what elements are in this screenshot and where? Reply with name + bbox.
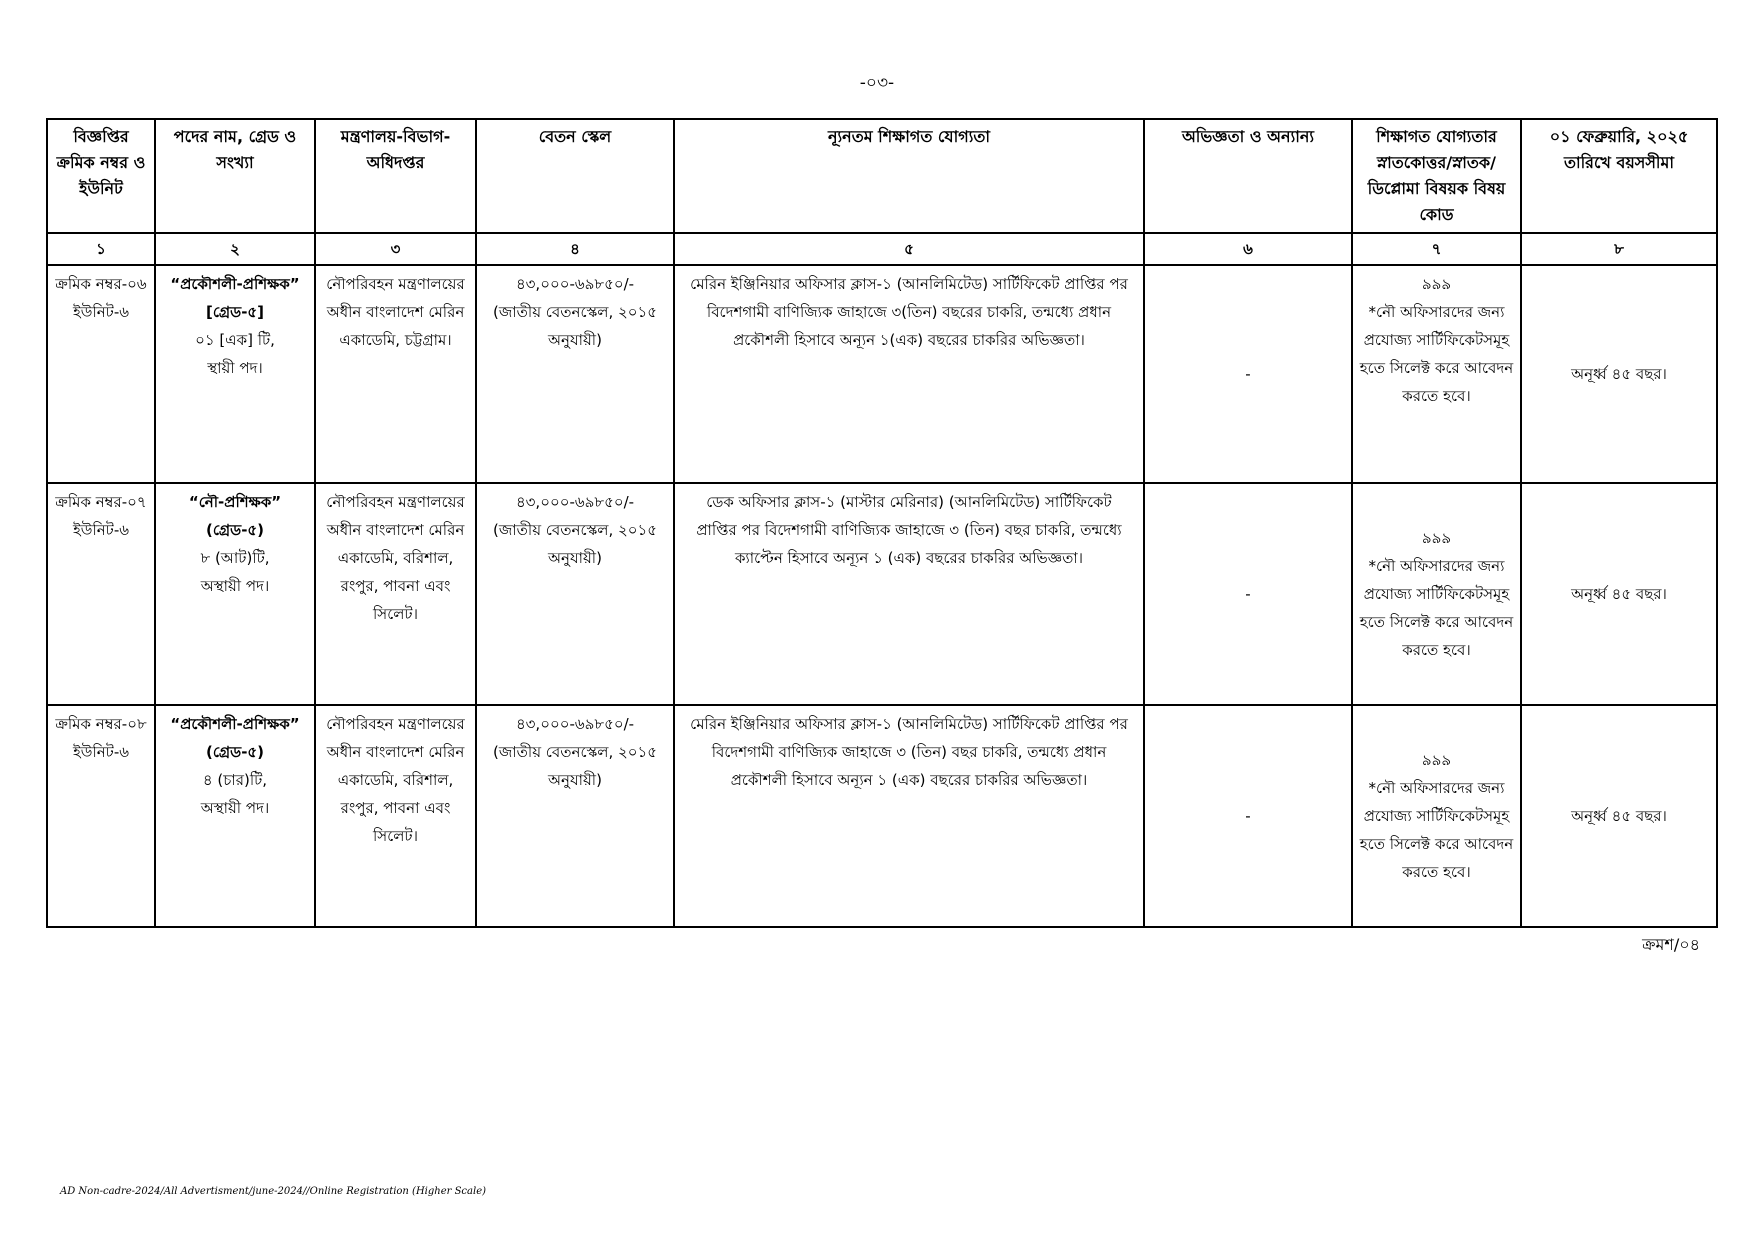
column-number: ৭ [1352, 233, 1521, 265]
pay-scale-cell [476, 483, 674, 705]
experience-cell: - [1144, 705, 1352, 927]
continued-note: ক্রমশ/০৪ [1642, 935, 1700, 954]
table-row [47, 265, 1717, 483]
footer-reference: AD Non-cadre-2024/All Advertisment/june-2024//Online Registration (Higher Scale) [60, 1186, 487, 1197]
subject-code: ৯৯৯ [1421, 529, 1452, 547]
pay-scale: ৪৩,০০০-৬৯৮৫০/- [515, 715, 635, 733]
pay-scale-cell [476, 705, 674, 927]
ministry-cell: নৌপরিবহন মন্ত্রণালয়ের অধীন বাংলাদেশ মেরিন একাডেমি, বরিশাল, রংপুর, পাবনা এবং সিলেট। [315, 483, 476, 705]
column-number: ৮ [1521, 233, 1717, 265]
header-subject-code: শিক্ষাগত যোগ্যতার স্নাতকোত্তর/স্নাতক/ ডিপ্লোমা বিষয়ক বিষয় কোড [1352, 119, 1521, 233]
qualification-cell: মেরিন ইঞ্জিনিয়ার অফিসার ক্লাস-১ (আনলিমিটেড) সার্টিফিকেট প্রাপ্তির পর বিদেশগামী বাণিজ্যিক জাহাজে ৩ (তিন) বছর চাকরি, তন্মধ্যে প্রধান প্রকৌশলী হিসাবে অন্যূন ১ (এক) বছরের চাকরির অভিজ্ঞতা। [674, 705, 1144, 927]
column-number-row [47, 233, 1717, 265]
header-age-limit: ০১ ফেব্রুয়ারি, ২০২৫ তারিখে বয়সসীমা [1521, 119, 1717, 233]
column-number: ১ [47, 233, 155, 265]
subject-code: ৯৯৯ [1421, 275, 1452, 293]
age-limit-cell: অনূর্ধ্ব ৪৫ বছর। [1521, 265, 1717, 483]
serial-cell: ক্রমিক নম্বর-০৬ ইউনিট-৬ [47, 265, 155, 483]
pay-scale-note: (জাতীয় বেতনস্কেল, ২০১৫ অনুযায়ী) [493, 743, 657, 789]
ministry-cell: নৌপরিবহন মন্ত্রণালয়ের অধীন বাংলাদেশ মেরিন একাডেমি, বরিশাল, রংপুর, পাবনা এবং সিলেট। [315, 705, 476, 927]
post-title: “প্রকৌশলী-প্রশিক্ষক” [170, 715, 300, 733]
post-type: অস্থায়ী পদ। [200, 577, 270, 595]
post-count: ০১ [এক] টি, [195, 331, 275, 349]
post-cell [155, 265, 315, 483]
serial-cell: ক্রমিক নম্বর-০৭ ইউনিট-৬ [47, 483, 155, 705]
post-count: ৮ (আট)টি, [200, 549, 270, 567]
post-cell [155, 705, 315, 927]
column-number: ৫ [674, 233, 1144, 265]
subject-note: *নৌ অফিসারদের জন্য প্রযোজ্য সার্টিফিকেটসমূহ হতে সিলেক্ট করে আবেদন করতে হবে। [1359, 303, 1514, 405]
subject-code-cell [1352, 265, 1521, 483]
post-type: স্থায়ী পদ। [207, 359, 263, 377]
pay-scale: ৪৩,০০০-৬৯৮৫০/- [515, 275, 635, 293]
header-ministry: মন্ত্রণালয়-বিভাগ-অধিদপ্তর [315, 119, 476, 233]
subject-note: *নৌ অফিসারদের জন্য প্রযোজ্য সার্টিফিকেটসমূহ হতে সিলেক্ট করে আবেদন করতে হবে। [1359, 557, 1514, 659]
post-type: অস্থায়ী পদ। [200, 799, 270, 817]
table-row [47, 705, 1717, 927]
pay-scale-note: (জাতীয় বেতনস্কেল, ২০১৫ অনুযায়ী) [493, 521, 657, 567]
post-grade: [গ্রেড-৫] [205, 303, 265, 321]
subject-note: *নৌ অফিসারদের জন্য প্রযোজ্য সার্টিফিকেটসমূহ হতে সিলেক্ট করে আবেদন করতে হবে। [1359, 779, 1514, 881]
post-grade: (গ্রেড-৫) [205, 743, 265, 761]
subject-code: ৯৯৯ [1421, 751, 1452, 769]
age-limit-cell: অনূর্ধ্ব ৪৫ বছর। [1521, 483, 1717, 705]
qualification-cell: মেরিন ইঞ্জিনিয়ার অফিসার ক্লাস-১ (আনলিমিটেড) সার্টিফিকেট প্রাপ্তির পর বিদেশগামী বাণিজ্যিক জাহাজে ৩(তিন) বছরের চাকরি, তন্মধ্যে প্রধান প্রকৌশলী হিসাবে অন্যূন ১(এক) বছরের চাকরির অভিজ্ঞতা। [674, 265, 1144, 483]
table-row [47, 483, 1717, 705]
post-count: ৪ (চার)টি, [202, 771, 268, 789]
ministry-cell: নৌপরিবহন মন্ত্রণালয়ের অধীন বাংলাদেশ মেরিন একাডেমি, চট্টগ্রাম। [315, 265, 476, 483]
header-row [47, 119, 1717, 233]
qualification-cell: ডেক অফিসার ক্লাস-১ (মাস্টার মেরিনার) (আনলিমিটেড) সার্টিফিকেট প্রাপ্তির পর বিদেশগামী বাণিজ্যিক জাহাজে ৩ (তিন) বছর চাকরি, তন্মধ্যে ক্যাপ্টেন হিসাবে অন্যূন ১ (এক) বছরের চাকরির অভিজ্ঞতা। [674, 483, 1144, 705]
post-title: “প্রকৌশলী-প্রশিক্ষক” [170, 275, 300, 293]
header-post: পদের নাম, গ্রেড ও সংখ্যা [155, 119, 315, 233]
header-serial: বিজ্ঞপ্তির ক্রমিক নম্বর ও ইউনিট [47, 119, 155, 233]
pay-scale-note: (জাতীয় বেতনস্কেল, ২০১৫ অনুযায়ী) [493, 303, 657, 349]
pay-scale: ৪৩,০০০-৬৯৮৫০/- [515, 493, 635, 511]
column-number: ৩ [315, 233, 476, 265]
subject-code-cell [1352, 483, 1521, 705]
subject-code-cell [1352, 705, 1521, 927]
serial-cell: ক্রমিক নম্বর-০৮ ইউনিট-৬ [47, 705, 155, 927]
column-number: ৬ [1144, 233, 1352, 265]
header-pay-scale: বেতন স্কেল [476, 119, 674, 233]
post-title: “নৌ-প্রশিক্ষক” [188, 493, 282, 511]
posts-table [46, 118, 1718, 928]
post-cell [155, 483, 315, 705]
header-experience: অভিজ্ঞতা ও অন্যান্য [1144, 119, 1352, 233]
page-number: -০৩- [859, 73, 895, 93]
header-qualification: ন্যূনতম শিক্ষাগত যোগ্যতা [674, 119, 1144, 233]
age-limit-cell: অনূর্ধ্ব ৪৫ বছর। [1521, 705, 1717, 927]
column-number: ৪ [476, 233, 674, 265]
column-number: ২ [155, 233, 315, 265]
post-grade: (গ্রেড-৫) [205, 521, 265, 539]
experience-cell: - [1144, 483, 1352, 705]
experience-cell: - [1144, 265, 1352, 483]
pay-scale-cell [476, 265, 674, 483]
